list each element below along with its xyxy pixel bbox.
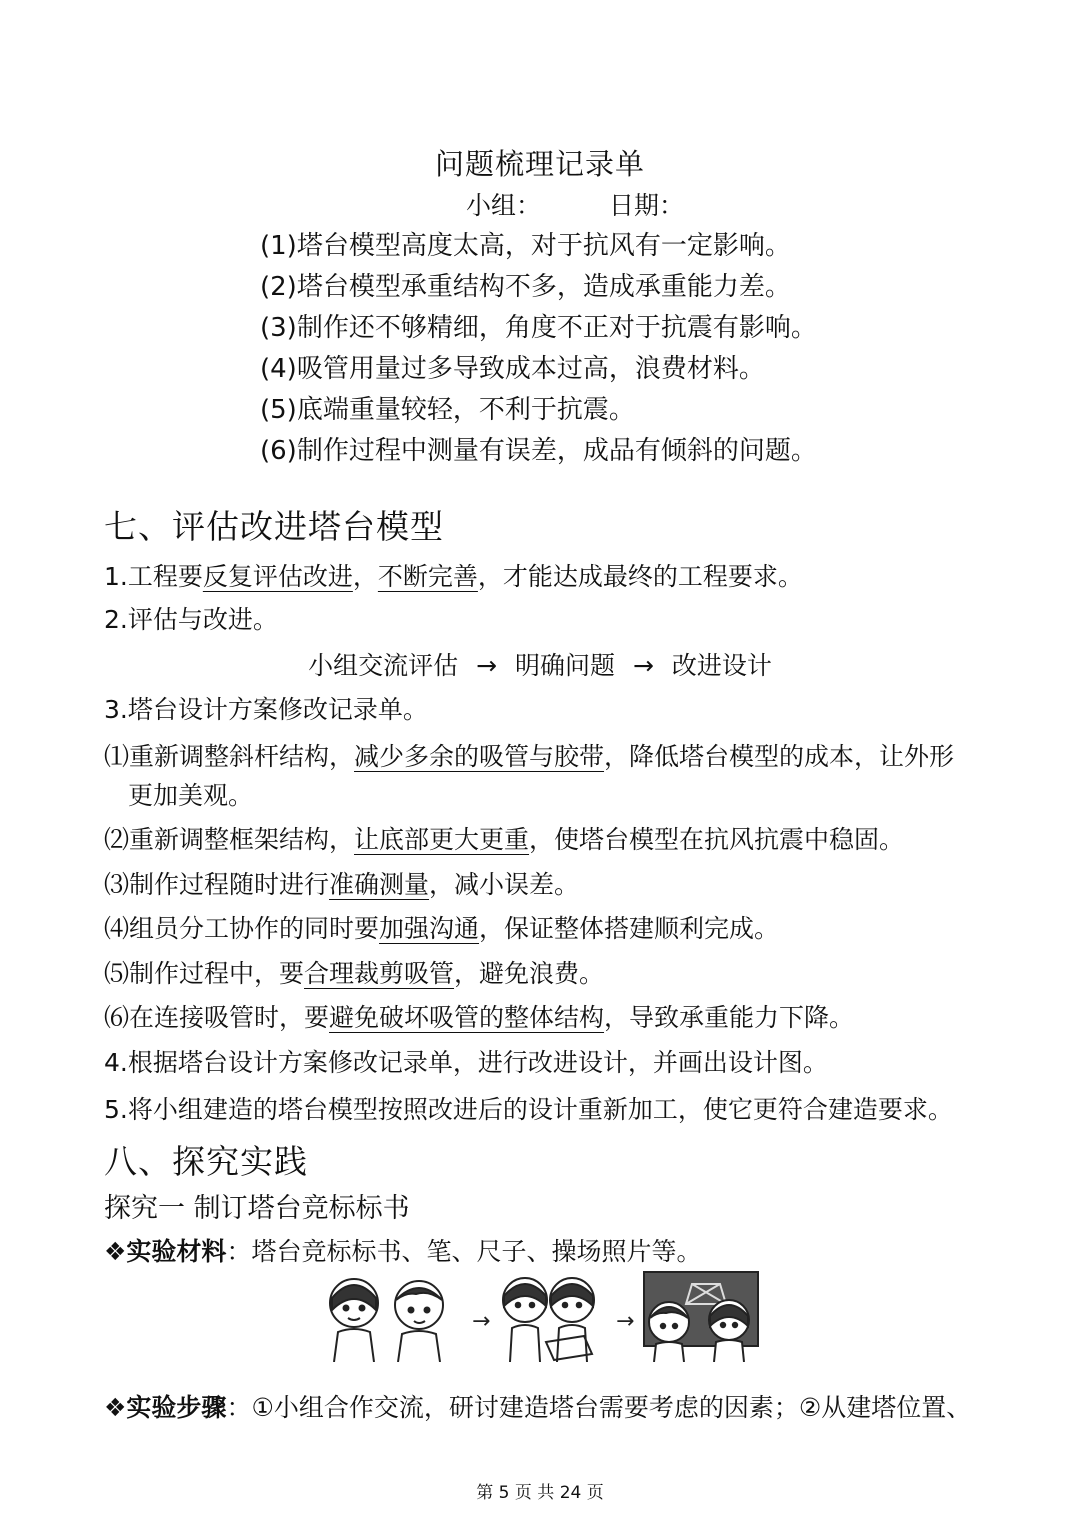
- text: ⑴重新调整斜杆结构，: [104, 742, 355, 771]
- text: ，降低塔台模型的成本，让外形: [604, 742, 955, 771]
- text: ，: [352, 562, 378, 591]
- answer-underlined: 加强沟通: [379, 914, 480, 943]
- text: ⑸制作过程中，要: [104, 959, 305, 988]
- flow-step: 改进设计: [671, 651, 772, 680]
- answer-underlined: 减少多余的吸管与胶带: [354, 742, 605, 771]
- paragraph-2: 2.评估与改进。: [104, 605, 278, 634]
- student-girl-icon: [550, 1278, 594, 1362]
- section-7-title: 七、评估改进塔台模型: [104, 507, 444, 546]
- answer-underlined: 准确测量: [329, 870, 430, 899]
- student-boy-icon: [649, 1302, 689, 1362]
- revision-item-6: [104, 998, 854, 1034]
- diamond-bullet-icon: ❖: [104, 1393, 127, 1422]
- arrow-right-icon: →: [472, 1309, 491, 1334]
- revision-item-3: [104, 865, 579, 901]
- answer-underlined: 让底部更大更重: [354, 825, 530, 854]
- process-flow: [0, 646, 1080, 682]
- text: ，使塔台模型在抗风抗震中稳固。: [529, 825, 905, 854]
- paper-icon: [546, 1336, 592, 1360]
- paragraph-5: 5.将小组建造的塔台模型按照改进后的设计重新加工，使它更符合建造要求。: [104, 1095, 953, 1124]
- arrow-right-icon: →: [632, 651, 654, 680]
- issue-item: (6)制作过程中测量有误差，成品有倾斜的问题。: [260, 436, 817, 466]
- answer-underlined: 反复评估改进: [202, 562, 353, 591]
- revision-item-2: [104, 820, 904, 856]
- steps-line: [104, 1388, 971, 1424]
- revision-item-5: [104, 954, 604, 990]
- diamond-bullet-icon: ❖: [104, 1237, 127, 1266]
- materials-label: 实验材料: [126, 1237, 227, 1266]
- inquiry-1-title: 探究一 制订塔台竞标标书: [104, 1193, 410, 1224]
- issue-item: (5)底端重量较轻，不利于抗震。: [260, 395, 635, 425]
- text: 1.工程要: [104, 562, 203, 591]
- answer-underlined: 不断完善: [377, 562, 478, 591]
- issue-item: (4)吸管用量过多导致成本过高，浪费材料。: [260, 354, 765, 384]
- text: ⑹在连接吸管时，要: [104, 1003, 330, 1032]
- issue-item: (1)塔台模型高度太高，对于抗风有一定影响。: [260, 231, 791, 261]
- issue-item: (3)制作还不够精细，角度不正对于抗震有影响。: [260, 313, 817, 343]
- materials-text: ：塔台竞标标书、笔、尺子、操场照片等。: [226, 1237, 702, 1266]
- issue-item: (2)塔台模型承重结构不多，造成承重能力差。: [260, 272, 791, 302]
- answer-underlined: 避免破坏吸管的整体结构: [329, 1003, 605, 1032]
- page-number: 第 5 页 共 24 页: [476, 1483, 604, 1503]
- steps-text: ：①小组合作交流，研讨建造塔台需要考虑的因素；②从建塔位置、: [226, 1393, 972, 1422]
- paragraph-4: 4.根据塔台设计方案修改记录单，进行改进设计，并画出设计图。: [104, 1048, 828, 1077]
- steps-label: 实验步骤: [126, 1393, 227, 1422]
- revision-item-1: [104, 737, 954, 773]
- date-label: 日期：: [609, 191, 685, 220]
- student-boy-icon: [395, 1281, 443, 1362]
- group-label: 小组：: [466, 191, 542, 220]
- student-girl-icon: [709, 1300, 749, 1362]
- issue-list: [260, 226, 817, 472]
- revision-item-4: [104, 909, 779, 945]
- flow-step: 明确问题: [514, 651, 615, 680]
- materials-line: [104, 1232, 701, 1268]
- student-girl-icon: [330, 1279, 378, 1362]
- text: ，减小误差。: [429, 870, 580, 899]
- text: ，才能达成最终的工程要求。: [477, 562, 803, 591]
- paragraph-1: [104, 557, 803, 593]
- answer-underlined: 合理裁剪吸管: [304, 959, 455, 988]
- arrow-right-icon: →: [616, 1309, 635, 1334]
- section-8-title: 八、探究实践: [104, 1142, 308, 1181]
- text: ，避免浪费。: [454, 959, 605, 988]
- text: ，导致承重能力下降。: [604, 1003, 855, 1032]
- revision-item-1-continued: 更加美观。: [128, 781, 254, 810]
- text: ⑶制作过程随时进行: [104, 870, 330, 899]
- record-title: 问题梳理记录单: [434, 147, 645, 181]
- student-girl-icon: [503, 1278, 547, 1362]
- text: ⑵重新调整框架结构，: [104, 825, 355, 854]
- arrow-right-icon: →: [476, 651, 498, 680]
- flow-step: 小组交流评估: [308, 651, 459, 680]
- paragraph-3: 3.塔台设计方案修改记录单。: [104, 695, 428, 724]
- students-discussion-illustration: [324, 1270, 764, 1362]
- text: ，保证整体搭建顺利完成。: [479, 914, 780, 943]
- text: ⑷组员分工协作的同时要: [104, 914, 380, 943]
